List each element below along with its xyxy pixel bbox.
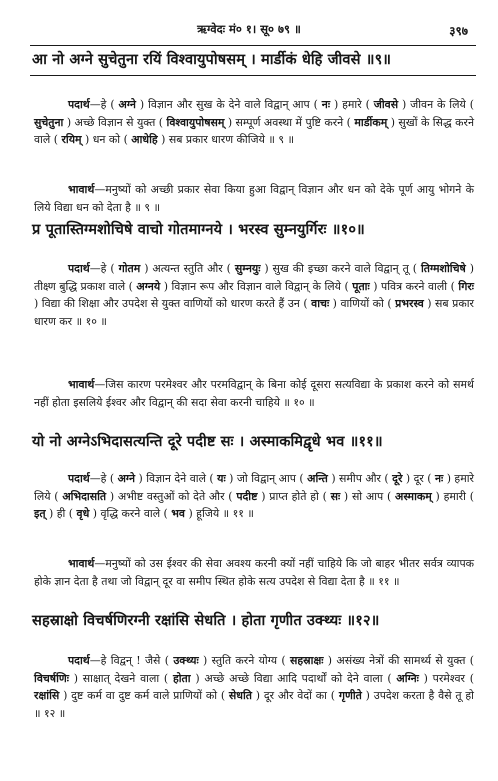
gloss-text: ) अभीष्ट वस्तुओं को देते और ( [106,489,237,503]
glossed-word: अन्ति [307,472,328,485]
gloss-text: ) सुख की इच्छा करने वाले विद्वान् तू ( [260,262,421,275]
glossed-word: सुम्नयुः [234,262,261,275]
gloss-text: ) अच्छे अच्छे विद्या आदि पदार्थों को देने वाला ( [190,671,397,685]
running-head: ऋग्वेदः मं० १। सू० ७९ ॥ [197,22,301,36]
paragraph-label: पदार्थ [68,98,90,111]
glossed-word: अस्माकम् [395,489,432,503]
paragraph-label: भावार्थ [68,557,95,570]
glossed-word: नः [321,98,331,111]
glossed-word: रक्षांसि [34,689,60,703]
paragraph-label: पदार्थ [68,262,90,275]
gloss-text: ) ही ( [45,507,77,521]
glossed-word: सेधति [228,689,252,703]
gloss-text: ) जो विद्वान् आप ( [225,472,308,485]
gloss-text: ) सम्पूर्ण अवस्था में पुष्टि करने ( [224,115,355,129]
gloss-text: ) सो आप ( [340,489,395,503]
glossed-word: वाचः [311,297,330,311]
glossed-word: होता [172,671,191,685]
glossed-word: नः [435,472,444,485]
gloss-text: ) दुष्ट कर्म वा दुष्ट कर्म वाले प्राणियों को ( [59,689,229,703]
gloss-text: ) हमारे लिये ( [34,472,474,503]
glossed-word: प्रभरस्व [395,297,424,311]
bhavartha-paragraph [34,181,474,216]
bhavartha-paragraph [34,376,474,411]
gloss-text: ) हमारे ( [330,98,374,111]
glossed-word: तिग्मशोचिषे [420,262,466,275]
glossed-word: अग्ने [118,98,136,111]
gloss-text: ) अच्छे विज्ञान से युक्त ( [63,115,167,129]
glossed-word: जीवसे [373,98,399,111]
mantra-verse-12: सहस्राक्षो विचर्षणिरग्नी रक्षांसि सेधति । होता गृणीत उक्थ्यः ॥१२॥ [32,612,380,629]
glossed-word: पदीष्ट [236,489,258,503]
padartha-paragraph [34,470,474,523]
glossed-word: उक्थ्यः [173,654,199,667]
paragraph-label: पदार्थ [68,472,90,485]
gloss-text: ) स्तुति करने योग्य ( [198,654,291,667]
gloss-text: ) पवित्र करने वाली ( [369,279,459,293]
glossed-word: अग्निः [396,671,419,685]
gloss-text: ) हूजिये ॥ ११ ॥ [184,507,254,521]
gloss-text: ) दूर और वेदों का ( [251,689,339,703]
glossed-word: सुचेतुना [34,115,64,129]
gloss-text: ) धन को ( [81,133,132,147]
glossed-word: वृधे [76,507,90,521]
paragraph-label: भावार्थ [68,183,95,196]
gloss-text: ) अत्यन्त स्तुति और ( [140,262,235,275]
glossed-word: इत् [34,507,46,521]
gloss-text: ) प्राप्त होते हो ( [257,489,331,503]
verse-rule [30,75,476,76]
glossed-word: गोतम [118,262,141,275]
bhavartha-paragraph [34,555,474,590]
glossed-word: गृणीते [338,689,362,703]
gloss-text: ) समीप और ( [327,472,393,485]
glossed-word: विचर्षणिः [34,671,69,685]
gloss-text: ) परमेश्वर ( [418,671,474,685]
glossed-word: सः [330,489,341,503]
gloss-text: ) तीक्ष्ण बुद्धि प्रकाश वाले ( [34,262,474,293]
gloss-text: ) वृद्धि करने वाले ( [89,507,172,521]
paragraph-label: भावार्थ [68,378,95,391]
gloss-text: ) दूर ( [402,472,435,485]
gloss-text: —मनुष्यों को उस ईश्वर की सेवा अवश्य करनी क्यों नहीं चाहिये कि जो बाहर भीतर सर्वत्र व्यापक होके ज्ञान देता है तथा जो विद्वान् दूर वा समीप स्थित होके सत्य उपदेश से विद्या देता है ॥ ११ ॥ [34,557,474,588]
gloss-text: ) सब प्रकार धारण कर ॥ १० ॥ [34,297,474,328]
glossed-word: गिरः [458,279,474,293]
glossed-word: पूताः [352,279,370,293]
gloss-text: —हे ( [89,472,118,485]
padartha-paragraph [34,96,474,149]
gloss-text: —हे विद्वन् ! जैसे ( [89,654,174,667]
gloss-text: ) सब प्रकार धारण कीजिये ॥ ९ ॥ [157,133,295,147]
glossed-word: अग्नये [136,279,161,293]
gloss-text: ) विज्ञान और सुख के देने वाले विद्वान् आप ( [135,98,322,111]
mantra-verse-10: प्र पूतास्तिग्मशोचिषे वाचो गोतमाग्नये । भरस्व सुम्नयुर्गिरः ॥१०॥ [32,221,365,238]
page-number: ३९७ [449,24,468,38]
glossed-word: अग्ने [117,472,136,485]
gloss-text: ) विज्ञान रूप और विज्ञान वाले विद्वान् के लिये ( [160,279,353,293]
padartha-paragraph [34,652,474,722]
glossed-word: मार्डीकम् [354,115,388,129]
header-rule [30,45,476,46]
glossed-word: दूरे [392,472,403,485]
gloss-text: ) हमारी ( [431,489,474,503]
glossed-word: रयिम् [61,133,82,147]
mantra-verse-11: यो नो अग्नेऽभिदासत्यन्ति दूरे पदीष्ट सः । अस्माकमिद्वृधे भव ॥११॥ [32,433,383,450]
gloss-text: ) साक्षात् देखने वाला ( [68,671,173,685]
gloss-text: ) सुखों के सिद्ध करने वाले ( [34,115,475,147]
gloss-text: —जिस कारण परमेश्वर और परमविद्वान् के बिना कोई दूसरा सत्यविद्या के प्रकाश करने को समर्थ नहीं होता इसलिये ईश्वर और विद्वान् की सदा सेवा करनी चाहिये ॥ १० ॥ [34,378,474,409]
gloss-text: —हे ( [89,262,119,275]
gloss-text: ) असंख्य नेत्रों की सामर्थ्य से युक्त ( [323,654,474,667]
glossed-word: विश्वायुपोषसम् [166,115,225,129]
gloss-text: ) विद्या की शिक्षा और उपदेश से युक्त वाणियों को धारण करते हैं उन ( [34,297,312,311]
paragraph-label: पदार्थ [68,654,90,667]
gloss-text: ) विज्ञान देने वाले ( [135,472,218,485]
gloss-text: ) जीवन के लिये ( [398,98,474,111]
gloss-text: ) उपदेश करता है वैसे तू हो ॥ १२ ॥ [34,689,474,720]
glossed-word: सहस्राक्षः [290,654,324,667]
glossed-word: आधेहि [131,133,158,147]
gloss-text: ) वाणियों को ( [329,297,396,311]
gloss-text: —हे ( [89,98,119,111]
glossed-word: अभिदासति [62,489,107,503]
glossed-word: भव [171,507,185,521]
padartha-paragraph [34,260,474,330]
mantra-verse-9: आ नो अग्ने सुचेतुना रयिं विश्वायुपोषसम् । मार्डीकं धेहि जीवसे ॥९॥ [32,51,392,68]
page-header [0,20,498,42]
glossed-word: यः [217,472,226,485]
gloss-text: —मनुष्यों को अच्छी प्रकार सेवा किया हुआ विद्वान् विज्ञान और धन को देके पूर्ण आयु भोगने के लिये विद्या धन को देता है ॥ ९ ॥ [34,183,474,214]
